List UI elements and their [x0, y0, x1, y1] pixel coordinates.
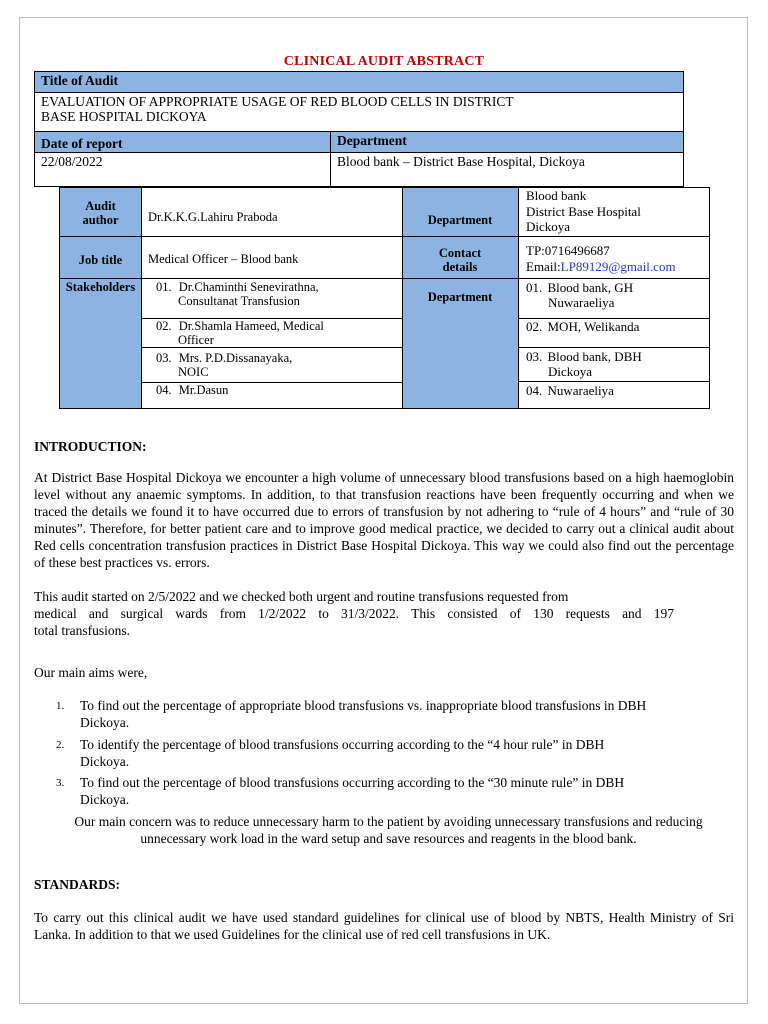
- dept-line-1: Blood bank: [526, 188, 587, 203]
- standards-heading: STANDARDS:: [34, 877, 121, 892]
- stakeholder-line2: Officer: [178, 333, 214, 347]
- author-details-table: [59, 187, 710, 409]
- department-item: [526, 280, 633, 310]
- stakeholders-label: Stakeholders: [65, 280, 136, 294]
- audit-scope-line1: This audit started on 2/5/2022 and we checked both urgent and routine transfusions requested from: [34, 589, 569, 604]
- contact-label-1: Contact: [438, 246, 482, 260]
- department-value: Blood bank – District Base Hospital, Dickoya: [330, 152, 684, 187]
- department-num: 02.: [526, 319, 543, 334]
- audit-author-value: Dr.K.K.G.Lahiru Praboda: [148, 210, 278, 224]
- title-of-audit-label: Title of Audit: [41, 73, 119, 88]
- department-line2: Dickoya: [548, 364, 593, 379]
- introduction-paragraph: At District Base Hospital Dickoya we encounter a high volume of unnecessary blood transfusions based on a high haemoglobin level without any anaemic symptoms. In addition, to that transfusion reactions have been frequently occurring and when we traced the details we found it to have occurred due to errors of transfusion by not adhering to “rule of 4 hours” and “rule of 30 minutes”. Therefore, for better patient care and to improve good medical practice, we decided to carry out a clinical audit about Red cells concentration transfusion practices in District Base Hospital Dickoya. This way we could also find out the percentage of these best practices vs. errors.: [34, 470, 734, 570]
- department-value-1: [526, 188, 641, 235]
- stakeholder-item: [156, 280, 319, 308]
- contact-details-value: [526, 243, 676, 275]
- department-item: [526, 383, 614, 398]
- introduction-heading: INTRODUCTION:: [34, 439, 147, 454]
- aim-item: [80, 697, 740, 731]
- stakeholder-line2: NOIC: [178, 365, 209, 379]
- audit-author-label-1: Audit: [85, 199, 116, 213]
- contact-email-prefix: Email:: [526, 259, 561, 274]
- aim-line2: Dickoya.: [80, 754, 130, 769]
- aims-intro: Our main aims were,: [34, 665, 148, 680]
- contact-email-link[interactable]: LP89129@gmail.com: [560, 259, 676, 274]
- audit-scope-line2: medical and surgical wards from 1/2/2022 to 31/3/2022. This consisted of 130 requests and 197: [34, 606, 674, 621]
- main-concern-paragraph: Our main concern was to reduce unnecessary harm to the patient by avoiding unnecessary transfusions and reducing unnecessary work load in the ward setup and save resources and reagents in the blood bank.: [74, 814, 703, 846]
- stakeholder-num: 01.: [156, 280, 172, 294]
- audit-author-label: [60, 190, 141, 236]
- department-line1: Blood bank, DBH: [547, 349, 642, 364]
- department-line1: Blood bank, GH: [547, 280, 634, 295]
- aim-number: 2.: [56, 739, 65, 751]
- stakeholder-line1: Dr.Shamla Hameed, Medical: [178, 319, 324, 333]
- contact-phone: TP:0716496687: [526, 243, 610, 258]
- title-of-audit-header: [34, 71, 684, 93]
- audit-scope-paragraph: [34, 588, 674, 639]
- standards-paragraph: To carry out this clinical audit we have used standard guidelines for clinical use of blood by NBTS, Health Ministry of Sri Lanka. In addition to that we used Guidelines for the clinical use of red cell transfusions in UK.: [34, 910, 734, 942]
- audit-author-label-2: author: [82, 213, 119, 227]
- dept-line-2: District Base Hospital: [526, 203, 641, 219]
- stakeholder-num: 02.: [156, 319, 172, 333]
- audit-scope-line3: total transfusions.: [34, 623, 130, 638]
- stakeholder-num: 04.: [156, 383, 172, 397]
- department-line2: Nuwaraeliya: [548, 295, 615, 310]
- date-of-report-header: [34, 131, 331, 153]
- aim-item: [80, 774, 740, 808]
- department-label: Department: [337, 133, 407, 148]
- aim-line2: Dickoya.: [80, 792, 130, 807]
- department-line1: MOH, Welikanda: [547, 319, 640, 334]
- stakeholder-line1: Dr.Chaminthi Senevirathna,: [178, 280, 319, 294]
- aim-line1: To find out the percentage of blood transfusions occurring according to the “30 minute rule” in DBH: [80, 775, 625, 790]
- stakeholder-num: 03.: [156, 351, 172, 365]
- job-title-label: Job title: [78, 253, 123, 267]
- department-num: 03.: [526, 349, 543, 364]
- aim-number: 3.: [56, 777, 65, 789]
- aim-number: 1.: [56, 700, 65, 712]
- aim-item: [80, 736, 740, 770]
- dept-line-3: Dickoya: [526, 219, 571, 234]
- stakeholder-item: [156, 319, 324, 347]
- job-title-value: Medical Officer – Blood bank: [148, 252, 299, 266]
- department-item: [526, 319, 639, 334]
- department-header: [330, 131, 684, 153]
- contact-details-label: [402, 244, 518, 276]
- contact-label-2: details: [442, 260, 478, 274]
- stakeholder-item: [156, 383, 228, 397]
- department-label-1: Department: [427, 213, 493, 227]
- aim-line1: To find out the percentage of appropriate blood transfusions vs. inappropriate blood transfusions in DBH: [80, 698, 647, 713]
- aim-line1: To identify the percentage of blood transfusions occurring according to the “4 hour rule” in DBH: [80, 737, 605, 752]
- stakeholder-line1: Mr.Dasun: [178, 383, 229, 397]
- department-num: 01.: [526, 280, 543, 295]
- date-of-report-value: 22/08/2022: [34, 152, 331, 187]
- department-label-2: Department: [427, 290, 493, 304]
- contact-email-line: [526, 259, 676, 275]
- stakeholder-line2: Consultanat Transfusion: [178, 294, 300, 308]
- stakeholder-line1: Mrs. P.D.Dissanayaka,: [178, 351, 293, 365]
- title-value-line2: BASE HOSPITAL DICKOYA: [41, 109, 207, 124]
- title-value-line1: EVALUATION OF APPROPRIATE USAGE OF RED BLOOD CELLS IN DISTRICT: [41, 94, 514, 109]
- department-num: 04.: [526, 383, 543, 398]
- aim-line2: Dickoya.: [80, 715, 130, 730]
- department-item: [526, 349, 642, 379]
- department-line1: Nuwaraeliya: [547, 383, 614, 398]
- title-of-audit-value: [34, 92, 684, 132]
- stakeholder-item: [156, 351, 292, 379]
- date-of-report-label: Date of report: [41, 136, 123, 151]
- document-title: CLINICAL AUDIT ABSTRACT: [283, 54, 485, 69]
